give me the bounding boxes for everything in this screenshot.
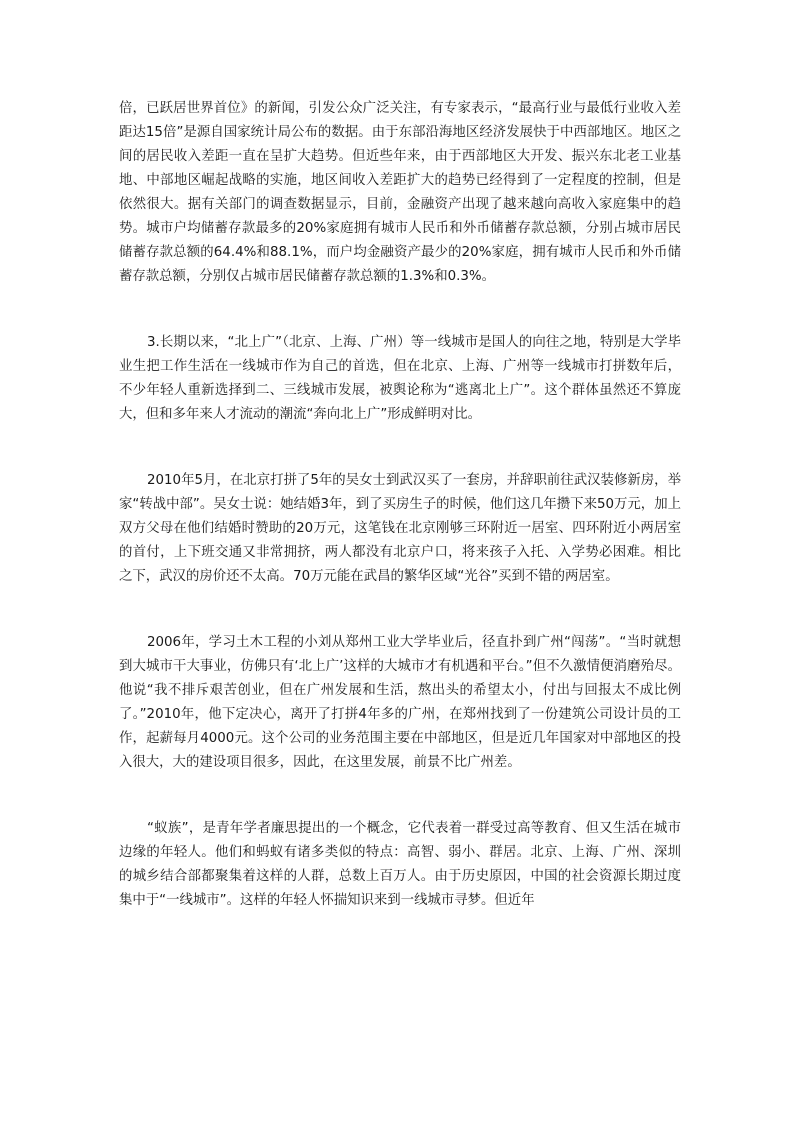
- document-body: [119, 97, 681, 913]
- paragraph-leaving-beishangguang: 3.长期以来，“北上广”（北京、上海、广州）等一线城市是国人的向往之地，特别是大学毕业生把工作生活在一线城市作为自己的首选，但在北京、上海、广州等一线城市打拼数年后，不少年轻人重新选择到二、三线城市发展，被舆论称为“逃离北上广”。这个群体虽然还不算庞大，但和多年来人才流动的潮流“奔向北上广”形成鲜明对比。: [119, 335, 681, 422]
- paragraph-ms-wu-wuhan: 2010年5月，在北京打拼了5年的吴女士到武汉买了一套房，并辞职前往武汉装修新房，举家“转战中部”。吴女士说：她结婚3年，到了买房生子的时候，他们这几年攒下来50万元，加上双方父母在他们结婚时赞助的20万元，这笔钱在北京刚够三环附近一居室、四环附近小两居室的首付，上下班交通又非常拥挤，两人都没有北京户口，将来孩子入托、入学势必困难。相比之下，武汉的房价还不太高。70万元能在武昌的繁华区域“光谷”买到不错的两居室。: [119, 473, 681, 584]
- paragraph-xiao-liu-zhengzhou: 2006年，学习土木工程的小刘从郑州工业大学毕业后，径直扑到广州“闯荡”。“当时就想到大城市干大事业，仿佛只有‘北上广’这样的大城市才有机遇和平台。”但不久激情便消磨殆尽。他说“我不排斥艰苦创业，但在广州发展和生活，熬出头的希望太小，付出与回报太不成比例了。”2010年，他下定决心，离开了打拼4年多的广州，在郑州找到了一份建筑公司设计员的工作，起薪每月4000元。这个公司的业务范围主要在中部地区，但是近几年国家对中部地区的投入很大，大的建设项目很多，因此，在这里发展，前景不比广州差。: [119, 635, 681, 770]
- paragraph-ant-tribe: “蚁族”，是青年学者廉思提出的一个概念，它代表着一群受过高等教育、但又生活在城市边缘的年轻人。他们和蚂蚁有诸多类似的特点：高智、弱小、群居。北京、上海、广州、深圳的城乡结合部都聚集着这样的人群，总数上百万人。由于历史原因，中国的社会资源长期过度集中于“一线城市”。这样的年轻人怀揣知识来到一线城市寻梦。但近年: [119, 821, 681, 908]
- paragraph-income-gap: 倍，已跃居世界首位》的新闻，引发公众广泛关注，有专家表示，“最高行业与最低行业收入差距达15倍”是源自国家统计局公布的数据。由于东部沿海地区经济发展快于中西部地区。地区之间的居民收入差距一直在呈扩大趋势。但近些年来，由于西部地区大开发、振兴东北老工业基地、中部地区崛起战略的实施，地区间收入差距扩大的趋势已经得到了一定程度的控制，但是依然很大。据有关部门的调查数据显示，目前，金融资产出现了越来越向高收入家庭集中的趋势。城市户均储蓄存款最多的20%家庭拥有城市人民币和外币储蓄存款总额，分别占城市居民储蓄存款总额的64.4%和88.1%，而户均金融资产最少的20%家庭，拥有城市人民币和外币储蓄存款总额，分别仅占城市居民储蓄存款总额的1.3%和0.3%。: [119, 101, 681, 284]
